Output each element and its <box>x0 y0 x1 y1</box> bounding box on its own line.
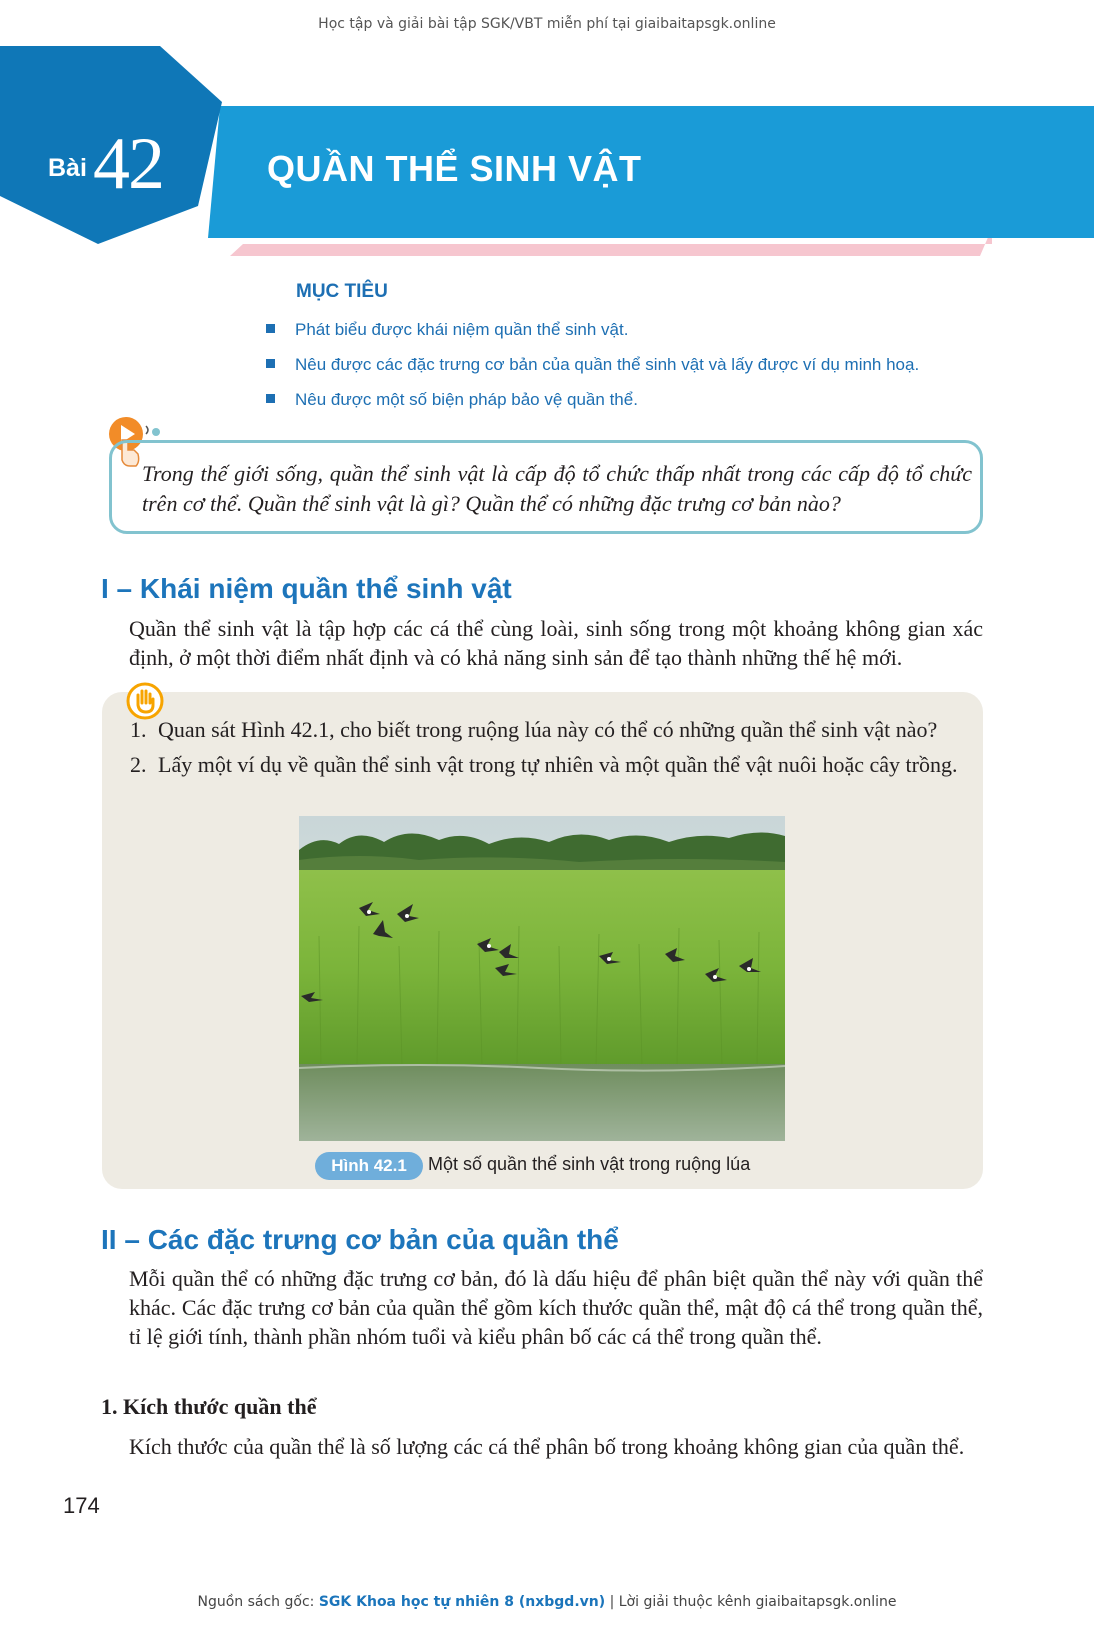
figure-label: Hình 42.1 <box>315 1152 423 1180</box>
section-heading: II – Các đặc trưng cơ bản của quần thể <box>101 1224 619 1255</box>
characteristics-paragraph: Mỗi quần thể có những đặc trưng cơ bản, đó là dấu hiệu để phân biệt quần thể này với quần thể khác. Các đặc trưng cơ bản của quần thể gồm kích thước quần thể, mật độ cá thể trong quần thể, tỉ lệ giới tính, thành phần nhóm tuổi và kiểu phân bố các cá thể trong quần thể. <box>129 1266 983 1349</box>
definition-paragraph: Quần thể sinh vật là tập hợp các cá thể cùng loài, sinh sống trong một khoảng không gian xác định, ở một thời điểm nhất định và có khả năng sinh sản để tạo thành những thế hệ mới. <box>129 616 983 670</box>
square-bullet-icon <box>266 359 275 368</box>
objectives-heading: MỤC TIÊU <box>296 281 388 302</box>
subsection-heading: 1. Kích thước quần thể <box>101 1394 317 1419</box>
intro-text: Trong thế giới sống, quần thể sinh vật là cấp độ tổ chức thấp nhất trong các cấp độ tổ chức trên cơ thể. Quần thể sinh vật là gì? Quần thể có những đặc trưng cơ bản nào? <box>142 461 972 516</box>
figure-caption: Một số quần thể sinh vật trong ruộng lúa <box>428 1154 751 1174</box>
objective-item: Nêu được các đặc trưng cơ bản của quần thể sinh vật và lấy được ví dụ minh hoạ. <box>266 355 919 375</box>
question-item: 1. Quan sát Hình 42.1, cho biết trong ruộng lúa này có thể có những quần thể sinh vật nào? <box>130 717 938 742</box>
objective-item: Phát biểu được khái niệm quần thể sinh vật. <box>266 320 628 340</box>
population-size-paragraph: Kích thước của quần thể là số lượng các cá thể phân bố trong khoảng không gian của quần thể. <box>129 1434 965 1459</box>
lesson-title: QUẦN THỂ SINH VẬT <box>267 148 642 189</box>
square-bullet-icon <box>266 324 275 333</box>
source-book-link[interactable]: SGK Khoa học tự nhiên 8 (nxbgd.vn) <box>318 1594 606 1610</box>
bottom-source-line: Nguồn sách gốc: SGK Khoa học tự nhiên 8 (nxbgd.vn) | Lời giải thuộc kênh giaibaitapsgk.online <box>197 1594 897 1610</box>
question-item: 2. Lấy một ví dụ về quần thể sinh vật trong tự nhiên và một quần thể vật nuôi hoặc cây trồng. <box>130 752 958 777</box>
page-number: 174 <box>63 1493 100 1518</box>
rice-field-photo <box>299 816 785 1141</box>
lesson-label: Bài <box>48 154 87 182</box>
top-watermark: Học tập và giải bài tập SGK/VBT miễn phí tại giaibaitapsgk.online <box>318 16 776 32</box>
lesson-number: 42 <box>93 123 163 205</box>
section-heading: I – Khái niệm quần thể sinh vật <box>101 573 512 604</box>
objective-item: Nêu được một số biện pháp bảo vệ quần thể. <box>266 390 638 410</box>
square-bullet-icon <box>266 394 275 403</box>
